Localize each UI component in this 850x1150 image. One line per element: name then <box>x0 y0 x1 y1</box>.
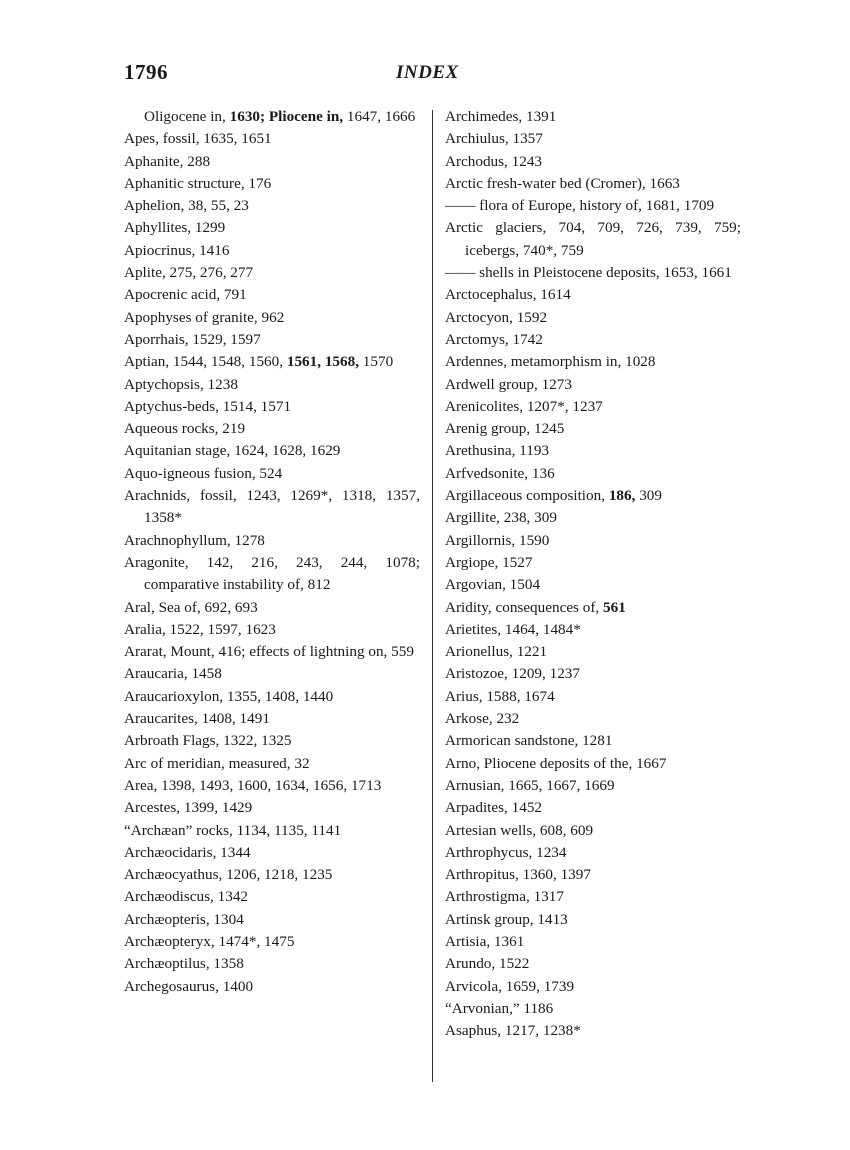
index-entry <box>124 329 420 351</box>
index-entry <box>124 753 420 775</box>
entry-text: 1570 <box>358 353 394 371</box>
entry-text: Ardennes, metamorphism in, 1028 <box>445 353 656 371</box>
entry-text: Arenicolites, 1207*, 1237 <box>445 397 603 415</box>
index-entry <box>445 953 741 975</box>
index-entry <box>445 730 741 752</box>
index-entry <box>124 686 420 708</box>
page-heading: INDEX <box>396 62 459 83</box>
entry-text: Argiope, 1527 <box>445 553 533 571</box>
entry-text: Aquo-igneous fusion, 524 <box>124 464 283 482</box>
entry-text: Argillornis, 1590 <box>445 531 550 549</box>
index-entry <box>124 151 420 173</box>
entry-text: Arthrostigma, 1317 <box>445 888 564 906</box>
index-entry <box>445 886 741 908</box>
entry-text: Argillite, 238, 309 <box>445 509 557 527</box>
entry-text: Aptychus-beds, 1514, 1571 <box>124 397 292 415</box>
index-entry <box>124 530 420 552</box>
index-entry <box>124 106 420 128</box>
index-entry <box>445 597 741 619</box>
index-entry <box>445 530 741 552</box>
entry-text: Aralia, 1522, 1597, 1623 <box>124 620 276 638</box>
entry-text: Aragonite, 142, 216, 243, 244, 1078; comparative instability of, 812 <box>124 553 420 594</box>
entry-text: Archæodiscus, 1342 <box>124 888 249 906</box>
entry-text: Arionellus, 1221 <box>445 643 548 661</box>
index-entry <box>445 307 741 329</box>
entry-text: 1561, 1568, <box>286 353 359 371</box>
index-entry <box>445 1020 741 1042</box>
entry-text: Arpadites, 1452 <box>445 799 543 817</box>
entry-text: Araucarites, 1408, 1491 <box>124 710 270 728</box>
entry-text: Arachnophyllum, 1278 <box>124 531 265 549</box>
index-entry <box>124 463 420 485</box>
entry-text: Arietites, 1464, 1484* <box>445 620 581 638</box>
index-entry <box>445 396 741 418</box>
index-entry <box>124 351 420 373</box>
entry-text: Apiocrinus, 1416 <box>124 241 230 259</box>
entry-text: Aptian, 1544, 1548, 1560, <box>124 353 287 371</box>
index-entry <box>445 106 741 128</box>
entry-text: Argillaceous composition, <box>445 487 609 505</box>
index-entry <box>124 641 420 663</box>
index-entry <box>445 864 741 886</box>
entry-text: Archimedes, 1391 <box>445 108 557 125</box>
index-entry <box>445 195 741 217</box>
entry-text: Aphyllites, 1299 <box>124 219 226 237</box>
entry-text: Arctomys, 1742 <box>445 330 543 348</box>
entry-text: Arvicola, 1659, 1739 <box>445 977 575 995</box>
entry-text: Archæopteris, 1304 <box>124 910 244 928</box>
index-entry <box>445 507 741 529</box>
index-entry <box>445 485 741 507</box>
index-entry <box>445 284 741 306</box>
index-entry <box>445 128 741 150</box>
index-entry <box>445 619 741 641</box>
index-entry <box>124 842 420 864</box>
index-entry <box>445 440 741 462</box>
entry-text: Araucaria, 1458 <box>124 665 222 683</box>
index-entry <box>445 976 741 998</box>
index-entry <box>445 775 741 797</box>
entry-text: Archiulus, 1357 <box>445 130 543 148</box>
index-entry <box>445 663 741 685</box>
index-entry <box>124 128 420 150</box>
entry-text: Arenig group, 1245 <box>445 420 565 438</box>
index-entry <box>124 619 420 641</box>
index-column-left <box>124 106 420 998</box>
entry-text: Arkose, 232 <box>445 710 520 728</box>
index-entry <box>124 374 420 396</box>
entry-text: Arno, Pliocene deposits of the, 1667 <box>445 754 667 772</box>
entry-text: Arctic fresh-water bed (Cromer), 1663 <box>445 174 680 192</box>
index-entry <box>124 240 420 262</box>
entry-text: Arundo, 1522 <box>445 955 530 973</box>
index-entry <box>445 173 741 195</box>
index-entry <box>445 842 741 864</box>
entry-text: Aphanite, 288 <box>124 152 211 170</box>
entry-text: Arethusina, 1193 <box>445 442 550 460</box>
column-divider <box>432 110 433 1082</box>
index-entry <box>124 953 420 975</box>
index-column-right <box>445 106 741 1042</box>
entry-text: Aral, Sea of, 692, 693 <box>124 598 258 616</box>
index-entry <box>124 976 420 998</box>
index-entry <box>445 820 741 842</box>
index-entry <box>124 708 420 730</box>
entry-text: Asaphus, 1217, 1238* <box>445 1022 581 1040</box>
index-entry <box>124 886 420 908</box>
index-entry <box>445 686 741 708</box>
entry-text: Oligocene in, <box>144 108 230 125</box>
entry-text: Armorican sandstone, 1281 <box>445 732 613 750</box>
index-entry <box>124 217 420 239</box>
entry-text: Aporrhais, 1529, 1597 <box>124 330 261 348</box>
entry-text: 1630; Pliocene in, <box>229 108 344 125</box>
entry-text: —— flora of Europe, history of, 1681, 1709 <box>445 197 715 215</box>
entry-text: Artisia, 1361 <box>445 932 525 950</box>
index-entry <box>445 374 741 396</box>
index-entry <box>445 574 741 596</box>
index-entry <box>124 485 420 530</box>
index-entry <box>445 151 741 173</box>
index-entry <box>124 284 420 306</box>
index-entry <box>445 552 741 574</box>
index-entry <box>124 195 420 217</box>
index-entry <box>445 708 741 730</box>
entry-text: 561 <box>603 598 626 616</box>
index-entry <box>445 418 741 440</box>
entry-text: Araucarioxylon, 1355, 1408, 1440 <box>124 687 334 705</box>
entry-text: Arbroath Flags, 1322, 1325 <box>124 732 292 750</box>
entry-text: Apocrenic acid, 791 <box>124 286 247 304</box>
entry-text: Arthropitus, 1360, 1397 <box>445 866 591 884</box>
index-entry <box>124 552 420 597</box>
entry-text: Apophyses of granite, 962 <box>124 308 285 326</box>
entry-text: Aplite, 275, 276, 277 <box>124 264 254 282</box>
index-entry <box>124 173 420 195</box>
index-entry <box>445 797 741 819</box>
entry-text: Archæopteryx, 1474*, 1475 <box>124 932 295 950</box>
index-entry <box>124 262 420 284</box>
index-entry <box>445 931 741 953</box>
entry-text: Arctocyon, 1592 <box>445 308 548 326</box>
index-entry <box>124 440 420 462</box>
index-entry <box>124 820 420 842</box>
index-entry <box>124 663 420 685</box>
index-entry <box>445 909 741 931</box>
entry-text: Arthrophycus, 1234 <box>445 843 567 861</box>
index-entry <box>124 418 420 440</box>
entry-text: Arachnids, fossil, 1243, 1269*, 1318, 1357, 1358* <box>124 487 420 527</box>
index-entry <box>445 463 741 485</box>
entry-text: 1647, 1666 <box>343 108 416 125</box>
index-entry <box>124 864 420 886</box>
entry-text: Archæoptilus, 1358 <box>124 955 244 973</box>
entry-text: Artinsk group, 1413 <box>445 910 568 928</box>
index-entry <box>124 797 420 819</box>
entry-text: Argovian, 1504 <box>445 576 541 594</box>
entry-text: 309 <box>635 487 662 505</box>
entry-text: Archegosaurus, 1400 <box>124 977 254 995</box>
entry-text: Apes, fossil, 1635, 1651 <box>124 130 272 148</box>
index-entry <box>124 775 420 797</box>
index-entry <box>124 931 420 953</box>
entry-text: Aptychopsis, 1238 <box>124 375 238 393</box>
entry-text: Archæocyathus, 1206, 1218, 1235 <box>124 866 333 884</box>
entry-text: Arc of meridian, measured, 32 <box>124 754 310 772</box>
index-entry <box>445 217 741 262</box>
index-entry <box>445 753 741 775</box>
entry-text: Arius, 1588, 1674 <box>445 687 555 705</box>
entry-text: —— shells in Pleistocene deposits, 1653, 1661 <box>445 264 732 282</box>
entry-text: 186, <box>608 487 636 505</box>
entry-text: Artesian wells, 608, 609 <box>445 821 594 839</box>
entry-text: Aquitanian stage, 1624, 1628, 1629 <box>124 442 341 460</box>
entry-text: Aqueous rocks, 219 <box>124 420 246 438</box>
entry-text: Arfvedsonite, 136 <box>445 464 555 482</box>
index-entry <box>445 998 741 1020</box>
entry-text: Archæocidaris, 1344 <box>124 843 251 861</box>
entry-text: Aristozoe, 1209, 1237 <box>445 665 580 683</box>
entry-text: “Archæan” rocks, 1134, 1135, 1141 <box>124 821 342 839</box>
index-entry <box>445 351 741 373</box>
entry-text: Arcestes, 1399, 1429 <box>124 799 253 817</box>
entry-text: Area, 1398, 1493, 1600, 1634, 1656, 1713 <box>124 776 382 794</box>
entry-text: Aphelion, 38, 55, 23 <box>124 197 249 215</box>
index-entry <box>124 396 420 418</box>
index-entry <box>124 597 420 619</box>
entry-text: Arctic glaciers, 704, 709, 726, 739, 759; icebergs, 740*, 759 <box>445 219 741 259</box>
entry-text: “Arvonian,” 1186 <box>445 999 554 1017</box>
page-number: 1796 <box>124 60 168 84</box>
entry-text: Ararat, Mount, 416; effects of lightning on, 559 <box>124 643 414 661</box>
index-entry <box>124 730 420 752</box>
entry-text: Arnusian, 1665, 1667, 1669 <box>445 776 615 794</box>
entry-text: Aridity, consequences of, <box>445 598 604 616</box>
entry-text: Ardwell group, 1273 <box>445 375 572 393</box>
entry-text: Aphanitic structure, 176 <box>124 174 272 192</box>
index-entry <box>445 641 741 663</box>
index-entry <box>445 329 741 351</box>
entry-text: Arctocephalus, 1614 <box>445 286 571 304</box>
index-entry <box>445 262 741 284</box>
entry-text: Archodus, 1243 <box>445 152 543 170</box>
index-entry <box>124 909 420 931</box>
index-entry <box>124 307 420 329</box>
